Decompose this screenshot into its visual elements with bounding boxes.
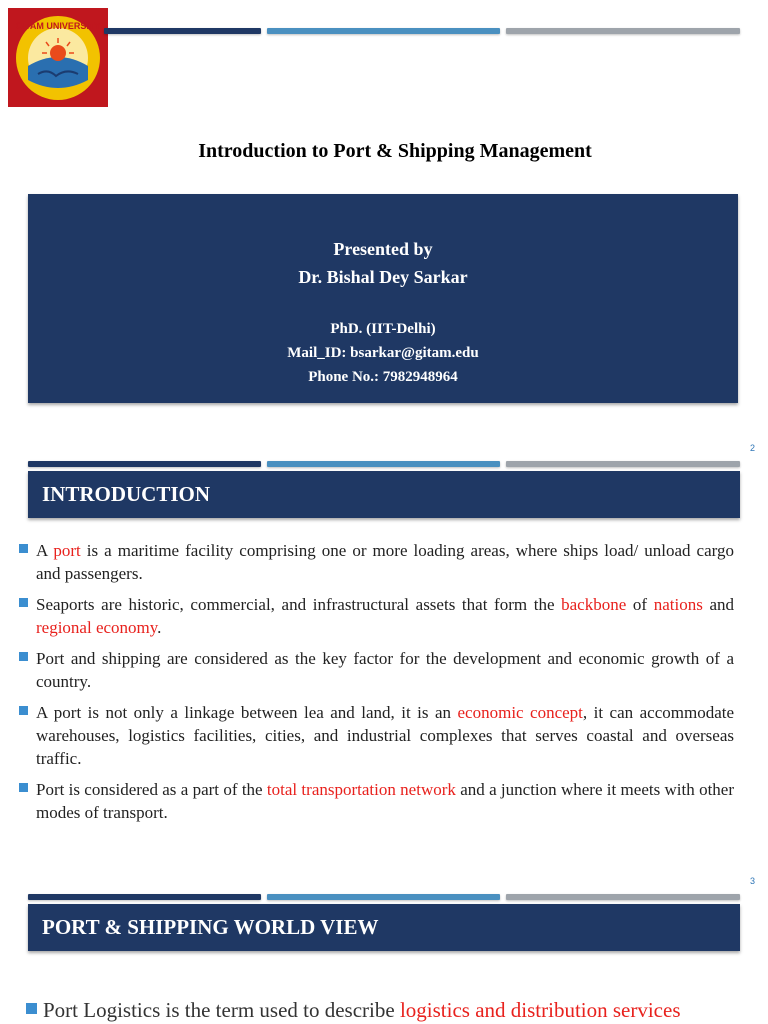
bullet-item: Port Logistics is the term used to describe logistics and distribution services	[26, 996, 766, 1024]
highlight: economic concept	[457, 703, 583, 722]
decor-bar-dark	[28, 894, 261, 900]
highlight: regional economy	[36, 618, 158, 637]
highlight: total transportation network	[266, 780, 456, 799]
highlight: logistics and distribution services	[399, 998, 681, 1022]
presenter-email: Mail_ID: bsarkar@gitam.edu	[287, 345, 479, 361]
bullet-square-icon	[19, 783, 28, 792]
bullet-square-icon	[26, 1003, 37, 1014]
decor-bar-mid	[267, 461, 500, 467]
decor-bar-grey	[506, 461, 740, 467]
section-header-introduction: INTRODUCTION	[28, 471, 740, 518]
decor-bar-grey	[506, 894, 740, 900]
presenter-name: Dr. Bishal Dey Sarkar	[298, 267, 468, 287]
decor-bar-dark	[104, 28, 261, 34]
introduction-bullets	[18, 539, 734, 832]
bullet-item: Seaports are historic, commercial, and infrastructural assets that form the backbone of nations and regional economy.	[18, 593, 734, 639]
decor-bar-mid	[267, 28, 500, 34]
presented-by-label: Presented by	[333, 239, 433, 259]
page-number: 3	[750, 876, 756, 886]
highlight: port	[53, 541, 81, 560]
presenter-panel	[28, 194, 738, 403]
presenter-phone: Phone No.: 7982948964	[308, 369, 458, 385]
bullet-item: Port is considered as a part of the total transportation network and a junction where it meets with other modes of transport.	[18, 778, 734, 824]
gitam-university-logo	[8, 8, 108, 107]
bullet-square-icon	[19, 544, 28, 553]
bullet-item: A port is not only a linkage between lea and land, it is an economic concept, it can accommodate warehouses, logistics facilities, cities, and industrial complexes that serves coastal and overseas traffic.	[18, 701, 734, 770]
bullet-square-icon	[19, 652, 28, 661]
bullet-item: A port is a maritime facility comprising one or more loading areas, where ships load/ unload cargo and passengers.	[18, 539, 734, 585]
highlight: backbone	[561, 595, 627, 614]
section-header-world-view: PORT & SHIPPING WORLD VIEW	[28, 904, 740, 951]
bullet-square-icon	[19, 598, 28, 607]
page-number: 2	[750, 443, 756, 453]
logo-text: GITAM UNIVERSITY	[15, 21, 101, 31]
presenter-degree: PhD. (IIT-Delhi)	[330, 321, 436, 337]
decor-bar-mid	[267, 894, 500, 900]
bullet-square-icon	[19, 706, 28, 715]
bullet-item: Port and shipping are considered as the key factor for the development and economic growth of a country.	[18, 647, 734, 693]
decor-bar-dark	[28, 461, 261, 467]
highlight: nations	[653, 595, 703, 614]
decor-bar-grey	[506, 28, 740, 34]
slide-title: Introduction to Port & Shipping Management	[198, 140, 592, 162]
